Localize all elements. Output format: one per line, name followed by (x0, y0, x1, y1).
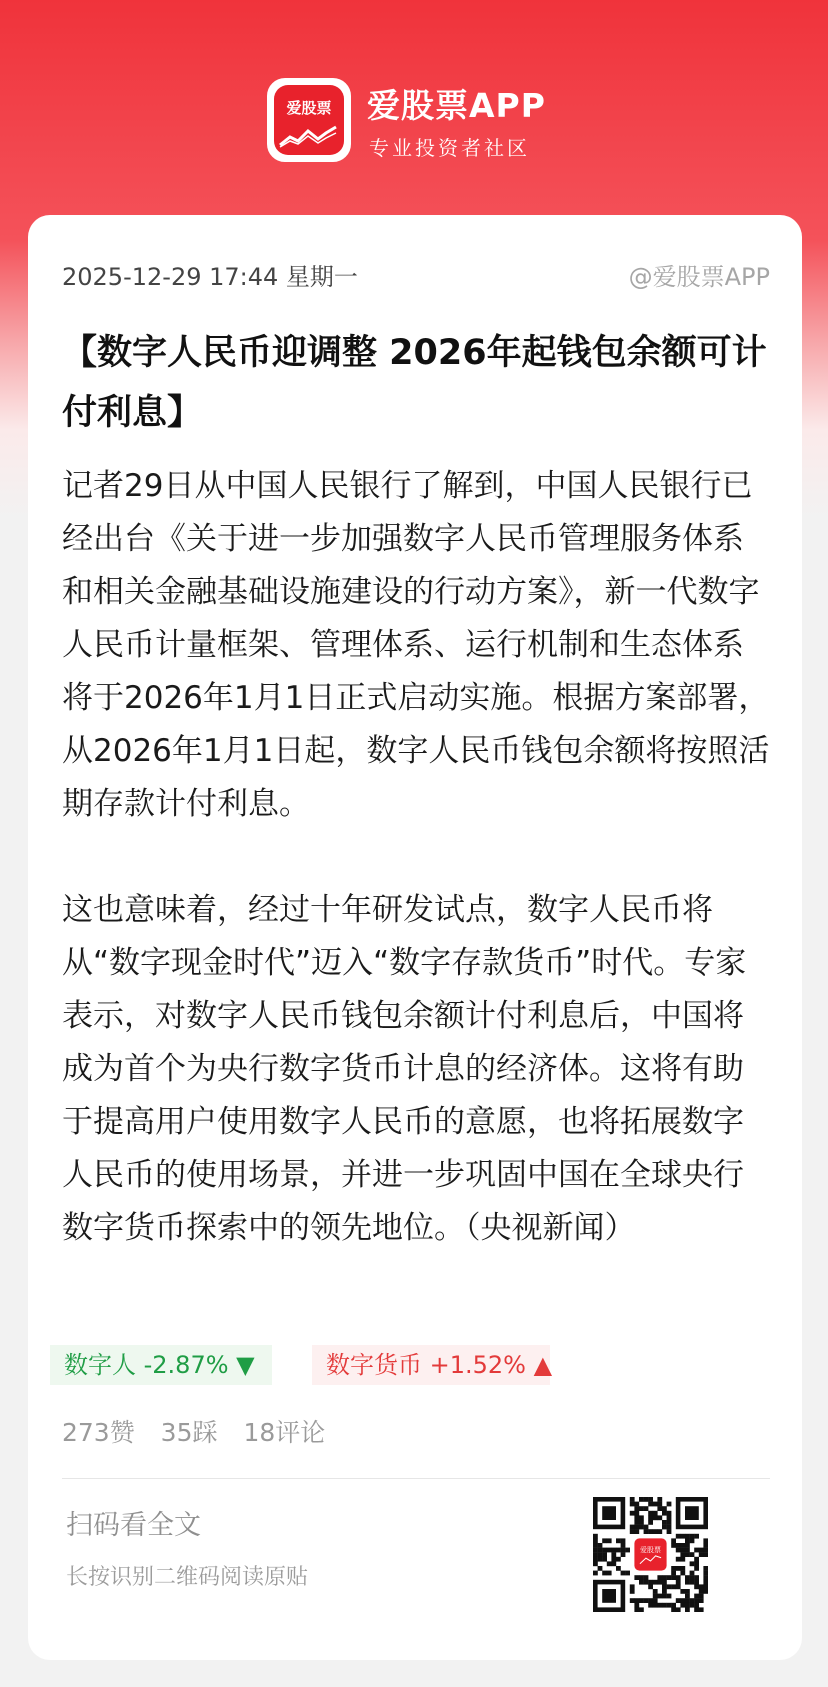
post-stats (62, 1413, 343, 1449)
stock-tag-up[interactable]: 数字货币 +1.52% ▲ (312, 1345, 550, 1385)
app-name: 爱股票APP (367, 86, 546, 125)
scan-subtitle: 长按识别二维码阅读原贴 (66, 1565, 309, 1590)
app-header (0, 60, 828, 170)
post-title: 【数字人民币迎调整 2026年起钱包余额可计付利息】 (62, 333, 767, 433)
post-datetime: 2025-12-29 17:44 星期一 (62, 263, 358, 291)
app-logo (267, 78, 351, 162)
post-meta (62, 257, 770, 291)
app-slogan: 专业投资者社区 (369, 136, 530, 160)
stock-tag-down[interactable]: 数字人 -2.87% ▼ (50, 1345, 272, 1385)
divider (62, 1478, 770, 1479)
post-body (62, 460, 770, 1255)
scan-title: 扫码看全文 (66, 1510, 201, 1541)
post-source[interactable]: @爱股票APP (628, 263, 770, 291)
like-count[interactable]: 273赞 (62, 1418, 135, 1447)
post-paragraph: 这也意味着，经过十年研发试点，数字人民币将从“数字现金时代”迈入“数字存款货币”时代。专家表示，对数字人民币钱包余额计付利息后，中国将成为首个为央行数字货币计息的经济体。这将有助于提高用户使用数字人民币的意愿，也将拓展数字人民币的使用场景，并进一步巩固中国在全球央行数字货币探索中的领先地位。（央视新闻） (62, 892, 747, 1246)
chart-wave-icon (278, 125, 340, 149)
dislike-count[interactable]: 35踩 (160, 1418, 218, 1447)
qr-code[interactable] (593, 1497, 708, 1612)
qr-logo-text: 爱股票 (640, 1546, 661, 1555)
post-paragraph: 记者29日从中国人民银行了解到，中国人民银行已经出台《关于进一步加强数字人民币管理服务体系和相关金融基础设施建设的行动方案》，新一代数字人民币计量框架、管理体系、运行机制和生态体系将于2026年1月1日正式启动实施。根据方案部署，从2026年1月1日起，数字人民币钱包余额将按照活期存款计付利息。 (62, 468, 770, 822)
post-card (28, 215, 802, 1660)
comment-count[interactable]: 18评论 (243, 1418, 326, 1447)
logo-text: 爱股票 (286, 99, 332, 117)
